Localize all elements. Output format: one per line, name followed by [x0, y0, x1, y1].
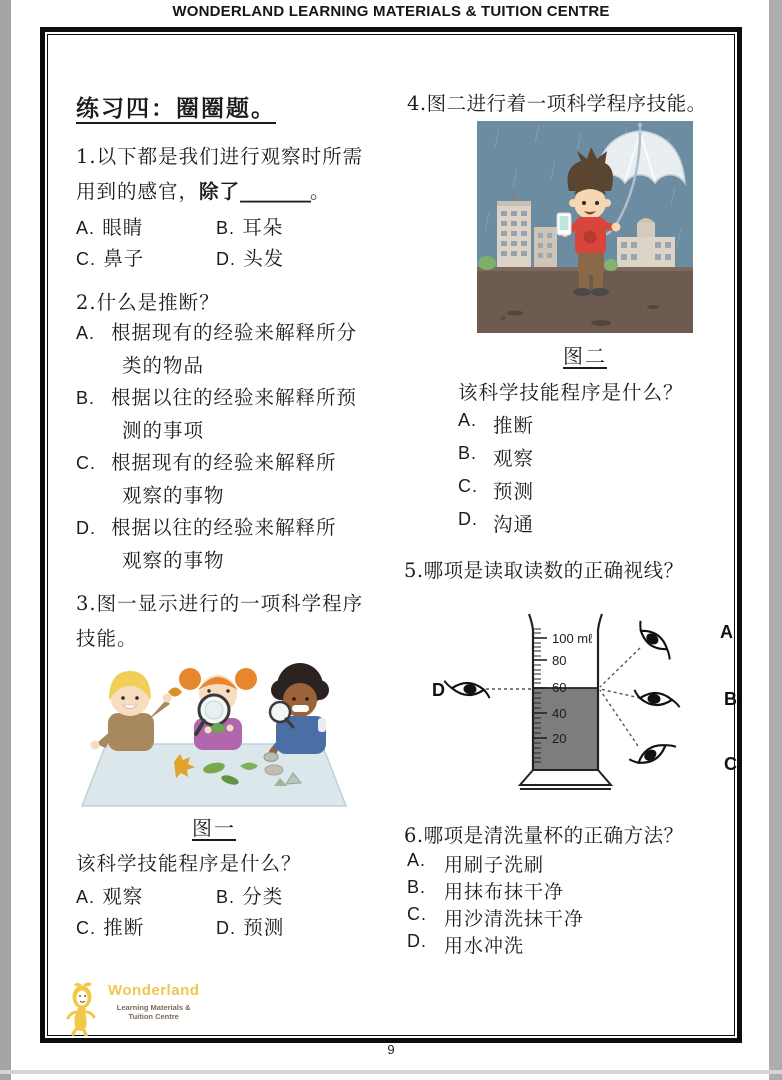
q2-option-b: B. 根据以往的经验来解释所预 测的事项 [76, 386, 358, 442]
figure-1-kids-observing [78, 658, 350, 810]
q1-line1: 1.以下都是我们进行观察时所需 [76, 145, 364, 168]
question-3-subquestion: 该科学技能程序是什么？ [76, 852, 302, 875]
q2-option-c: C. 根据现有的经验来解释所 观察的事物 [76, 451, 337, 507]
q3-option-b: B. 分类 [216, 885, 284, 908]
q4-option-c: C. 预测 [458, 476, 535, 503]
question-3-stem: 3.图一显示进行的一项科学程序 技能。 [76, 592, 364, 650]
q1-option-c: C. 鼻子 [76, 247, 145, 270]
figure-2-boy-umbrella [477, 121, 693, 333]
question-4-subquestion: 该科学技能程序是什么？ [458, 381, 684, 404]
figure-2-caption: 图二 [563, 344, 607, 368]
wonderland-mascot-icon [62, 982, 102, 1036]
cylinder-diagram [428, 590, 740, 820]
eye-B-icon [634, 690, 681, 707]
footer-brand-block [108, 982, 199, 1021]
eye-label-c: C [724, 754, 737, 774]
question-5-stem: 5.哪项是读取读数的正确视线？ [404, 559, 684, 582]
q2-option-d: D. 根据以往的经验来解释所 观察的事物 [76, 516, 337, 572]
q3-option-a: A. 观察 [76, 885, 144, 908]
eye-label-a: A [720, 622, 733, 642]
q1-bold-exception: 除了 [199, 180, 241, 203]
q6-option-c: C. 用沙清洗抹干净 [407, 904, 585, 930]
q3-option-c: C. 推断 [76, 916, 145, 939]
q1-line2: 用到的感官，除了________。 [76, 180, 331, 203]
q1-answer-blank: ________ [240, 180, 311, 203]
question-6-options [407, 850, 584, 958]
question-1-options [76, 213, 376, 274]
eye-C-icon [629, 734, 676, 772]
scan-edge-left [0, 0, 11, 1080]
eye-A-icon [632, 621, 678, 660]
q4-option-d: D. 沟通 [458, 509, 535, 536]
figure-1-caption: 图一 [192, 816, 236, 840]
scale-label-40: 40 [552, 706, 567, 721]
q3-option-d: D. 预测 [216, 916, 285, 939]
eye-label-b: B [724, 689, 737, 709]
q4-option-a: A. 推断 [458, 410, 535, 437]
q1-option-b: B. 耳朵 [216, 216, 284, 239]
eye-label-d: D [432, 680, 445, 700]
kids-illustration [78, 658, 350, 810]
question-1-stem [76, 139, 394, 209]
scale-label-100: 100 mℓ [552, 631, 593, 646]
q1-option-d: D. 头发 [216, 247, 285, 270]
q6-option-a: A. 用刷子洗刷 [407, 850, 545, 876]
scan-edge-bottom [0, 1070, 782, 1074]
q6-option-d: D. 用水冲洗 [407, 931, 525, 957]
question-2-stem: 2.什么是推断？ [76, 291, 220, 314]
document-header-title: WONDERLAND LEARNING MATERIALS & TUITION CENTRE [172, 3, 610, 20]
question-2-options [76, 317, 396, 577]
q1-option-a: A. 眼睛 [76, 216, 144, 239]
q4-option-b: B. 观察 [458, 443, 535, 470]
question-6-stem: 6.哪项是清洗量杯的正确方法？ [404, 824, 684, 847]
figure-3-measuring-cylinder [428, 590, 740, 820]
question-3-options [76, 882, 376, 943]
brand-name: Wonderland [108, 982, 200, 999]
page-number: 9 [387, 1042, 395, 1057]
exercise-title: 练习四：圈圈题。 [76, 95, 276, 122]
scale-label-60: 60 [552, 680, 567, 695]
q6-option-b: B. 用抹布抹干净 [407, 877, 565, 903]
scan-edge-right [769, 0, 782, 1080]
scale-label-80: 80 [552, 653, 567, 668]
footer-logo [62, 982, 199, 1036]
brand-subtitle: Learning Materials & Tuition Centre [116, 1003, 191, 1021]
rain-illustration [477, 121, 693, 333]
question-4-stem: 4.图二进行着一项科学程序技能。 [407, 92, 707, 115]
q2-option-a: A. 根据现有的经验来解释所分 类的物品 [76, 321, 358, 377]
question-4-options [458, 410, 534, 542]
scale-label-20: 20 [552, 731, 567, 746]
eye-D-icon [444, 681, 491, 698]
